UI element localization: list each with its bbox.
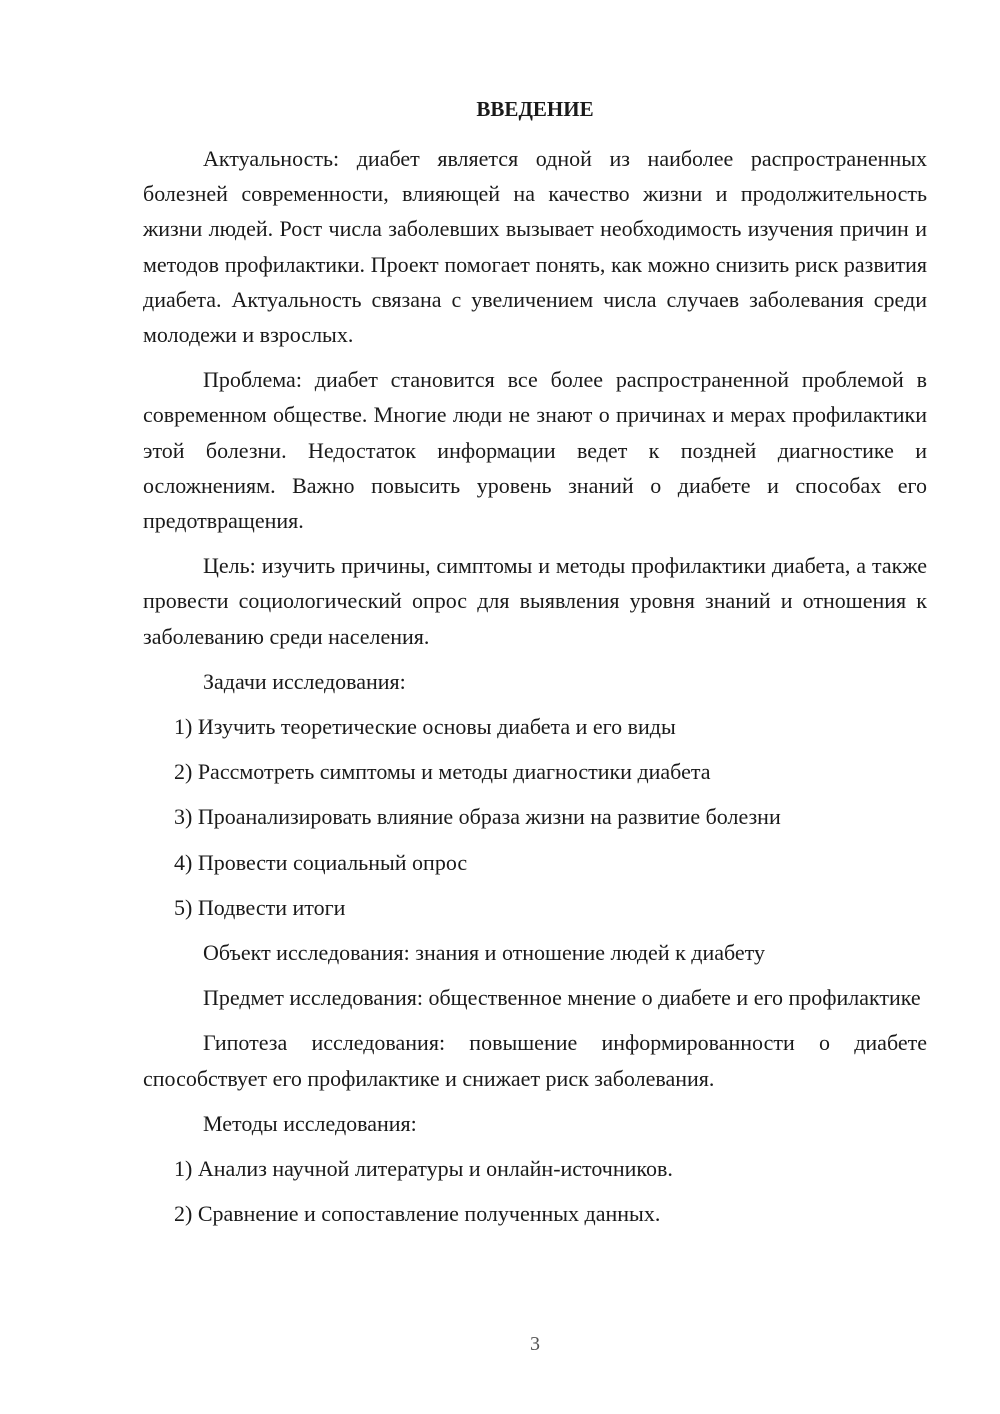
task-item: 4) Провести социальный опрос: [174, 849, 468, 875]
methods-title: Методы исследования:: [203, 1110, 417, 1136]
problem-paragraph: Проблема: диабет становится все более распространенной проблемой в современном обществе. Многие люди не знают о причинах и мерах профилактики этой болезни. Недостаток информации ведет к поздней диагностике и осложнениям. Важно повысить уровень знаний о диабете и способах его предотвращения.: [143, 367, 927, 534]
task-item: 3) Проанализировать влияние образа жизни на развитие болезни: [174, 804, 781, 830]
task-item: 2) Рассмотреть симптомы и методы диагностики диабета: [174, 759, 711, 785]
method-item: 2) Сравнение и сопоставление полученных данных.: [174, 1201, 661, 1227]
task-item: 5) Подвести итоги: [174, 894, 346, 920]
actuality-paragraph: Актуальность: диабет является одной из наиболее распространенных болезней современности, влияющей на качество жизни и продолжительность жизни людей. Рост числа заболевших вызывает необходимость изучения причин и методов профилактики. Проект помогает понять, как можно снизить риск развития диабета. Актуальность связана с увеличением числа случаев заболевания среди молодежи и взрослых.: [143, 146, 927, 348]
page-number: 3: [530, 1333, 540, 1355]
task-item: 1) Изучить теоретические основы диабета и его виды: [174, 714, 676, 740]
research-hypothesis: Гипотеза исследования: повышение информированности о диабете способствует его профилактике и снижает риск заболевания.: [143, 1030, 927, 1091]
section-heading: ВВЕДЕНИЕ: [476, 97, 594, 121]
research-object: Объект исследования: знания и отношение людей к диабету: [203, 940, 765, 966]
method-item: 1) Анализ научной литературы и онлайн-источников.: [174, 1156, 673, 1182]
goal-paragraph: Цель: изучить причины, симптомы и методы профилактики диабета, а также провести социологический опрос для выявления уровня знаний и отношения к заболеванию среди населения.: [143, 553, 927, 649]
research-subject: Предмет исследования: общественное мнение о диабете и его профилактике: [203, 985, 921, 1011]
document-page: [143, 92, 927, 1241]
tasks-title: Задачи исследования:: [203, 668, 406, 694]
